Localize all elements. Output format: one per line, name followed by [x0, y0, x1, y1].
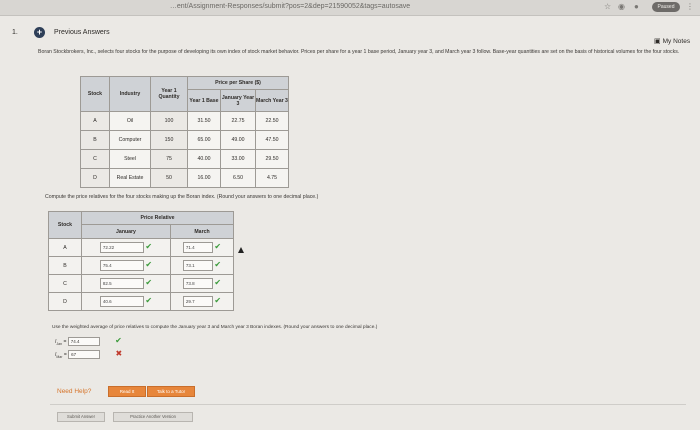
- header-mar: March Year 3: [256, 90, 289, 112]
- my-notes-button[interactable]: [654, 37, 690, 45]
- header-stock: Stock: [81, 77, 110, 112]
- submit-answer-button[interactable]: Submit Answer: [57, 412, 105, 422]
- check-icon: ✔: [115, 336, 122, 345]
- cell-stock: C: [81, 150, 110, 169]
- cell-jan: 49.00: [221, 131, 256, 150]
- cell-jan: 33.00: [221, 150, 256, 169]
- cell-year1: 65.00: [188, 131, 221, 150]
- table-row: [81, 169, 289, 188]
- check-icon: ✔: [145, 259, 153, 269]
- cell-industry: Oil: [110, 112, 151, 131]
- cell-stock: A: [81, 112, 110, 131]
- question-panel: [0, 16, 700, 430]
- table-row: [81, 131, 289, 150]
- question-number: 1.: [12, 29, 18, 36]
- mar-index-subscript: Mar: [56, 355, 63, 359]
- header-price-group: Price per Share ($): [188, 77, 289, 90]
- mouse-cursor-icon: [238, 247, 244, 253]
- menu-icon[interactable]: ⋮: [686, 2, 694, 11]
- cell-year1: 31.50: [188, 112, 221, 131]
- january-answer-input[interactable]: 82.5: [100, 278, 144, 289]
- cell-stock: B: [49, 257, 82, 275]
- check-icon: ✔: [214, 259, 222, 269]
- table-row: [49, 257, 234, 275]
- cell-jan: 22.75: [221, 112, 256, 131]
- march-answer-input[interactable]: 73.8: [183, 278, 213, 289]
- january-answer-input[interactable]: 75.4: [100, 260, 144, 271]
- mar-index-input[interactable]: 67: [68, 350, 100, 359]
- january-answer-input[interactable]: 72.22: [100, 242, 144, 253]
- browser-toolbar: [0, 0, 700, 16]
- header-price-relative: Price Relative: [82, 212, 234, 225]
- price-relative-table: [48, 211, 234, 311]
- cell-mar: 22.50: [256, 112, 289, 131]
- table-row: [49, 293, 234, 311]
- table-row: [49, 275, 234, 293]
- cell-quantity: 75: [151, 150, 188, 169]
- header-march: March: [171, 225, 234, 239]
- practice-another-version-button[interactable]: Practice Another Version: [113, 412, 193, 422]
- notes-icon: ▣: [654, 38, 661, 45]
- cell-year1: 16.00: [188, 169, 221, 188]
- need-help-label: Need Help?: [57, 388, 92, 395]
- cross-icon: ✖: [115, 349, 123, 358]
- price-table: [80, 76, 289, 188]
- january-answer-input[interactable]: 40.6: [100, 296, 144, 307]
- jan-index-row: [55, 336, 122, 346]
- cell-quantity: 50: [151, 169, 188, 188]
- jan-index-subscript: Jan: [56, 342, 63, 346]
- address-bar[interactable]: …ent/Assignment-Responses/submit?pos=2&dep=21590052&tags=autosave: [169, 3, 411, 10]
- index-instruction: Use the weighted average of price relatives to compute the January year 3 and March year 3 Boran indexes. (Round your answers to one decimal place.): [52, 325, 378, 330]
- problem-text: Boran Stockbrokers, Inc., selects four stocks for the purpose of developing its own index of stock market behavior. Prices per share for a year 1 base period, January year 3, and March year 3 follow. Base-year quantities are set on the basis of historical volumes for the four stocks.: [38, 49, 680, 55]
- extension-icon[interactable]: ◉: [618, 2, 625, 11]
- cell-quantity: 100: [151, 112, 188, 131]
- check-icon: ✔: [214, 277, 222, 287]
- check-icon: ✔: [214, 295, 222, 305]
- equals-sign: =: [63, 352, 67, 358]
- read-it-button[interactable]: Read It: [108, 386, 146, 397]
- check-icon: ✔: [214, 241, 222, 251]
- star-icon[interactable]: ☆: [604, 2, 612, 11]
- header-january: January: [82, 225, 171, 239]
- cell-stock: D: [81, 169, 110, 188]
- header-year1: Year 1 Base: [188, 90, 221, 112]
- check-icon: ✔: [145, 295, 153, 305]
- cell-stock: B: [81, 131, 110, 150]
- jan-index-input[interactable]: 74.4: [68, 337, 100, 346]
- mar-index-label: I: [55, 352, 57, 358]
- table-row: [81, 112, 289, 131]
- check-icon: ✔: [145, 241, 153, 251]
- jan-index-label: I: [55, 339, 57, 345]
- previous-answers-link[interactable]: Previous Answers: [54, 29, 110, 36]
- march-answer-input[interactable]: 29.7: [183, 296, 213, 307]
- march-answer-input[interactable]: 71.4: [183, 242, 213, 253]
- cell-year1: 40.00: [188, 150, 221, 169]
- header-industry: Industry: [110, 77, 151, 112]
- check-icon: ✔: [145, 277, 153, 287]
- divider: [50, 404, 686, 405]
- cell-stock: D: [49, 293, 82, 311]
- talk-to-tutor-button[interactable]: Talk to a Tutor: [147, 386, 195, 397]
- mar-index-row: [55, 349, 122, 359]
- cell-mar: 47.50: [256, 131, 289, 150]
- cell-industry: Computer: [110, 131, 151, 150]
- cell-quantity: 150: [151, 131, 188, 150]
- header-quantity: Year 1 Quantity: [151, 77, 188, 112]
- cell-stock: C: [49, 275, 82, 293]
- table-row: [49, 239, 234, 257]
- header-jan: January Year 3: [221, 90, 256, 112]
- expand-icon[interactable]: +: [34, 27, 45, 38]
- profile-icon[interactable]: ●: [634, 2, 639, 11]
- table-row: [81, 150, 289, 169]
- equals-sign: =: [63, 339, 67, 345]
- cell-jan: 6.50: [221, 169, 256, 188]
- header-stock: Stock: [49, 212, 82, 239]
- paused-badge[interactable]: Paused: [652, 2, 680, 12]
- cell-mar: 29.50: [256, 150, 289, 169]
- cell-stock: A: [49, 239, 82, 257]
- march-answer-input[interactable]: 73.1: [183, 260, 213, 271]
- cell-industry: Real Estate: [110, 169, 151, 188]
- relative-instruction: Compute the price relatives for the four stocks making up the Boran index. (Round your answers to one decimal place.): [45, 194, 319, 200]
- my-notes-label: My Notes: [662, 38, 691, 45]
- cell-industry: Steel: [110, 150, 151, 169]
- cell-mar: 4.75: [256, 169, 289, 188]
